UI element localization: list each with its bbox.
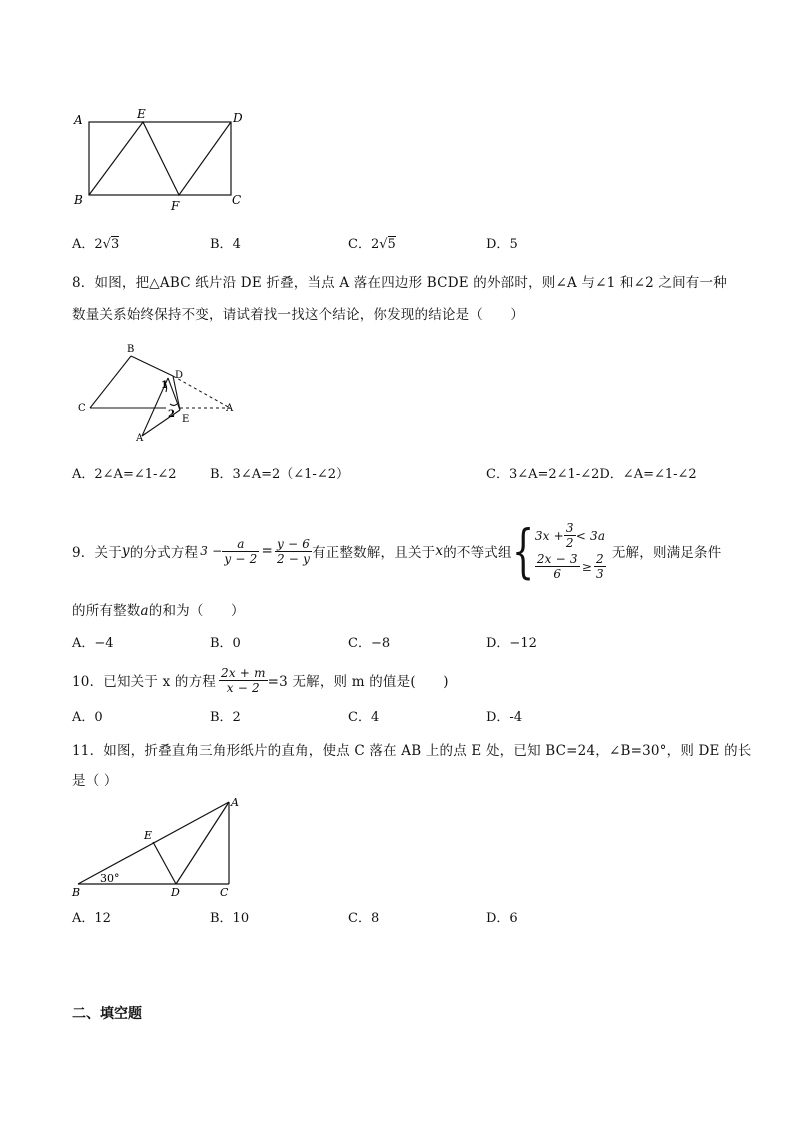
q9-stem-line2: 的所有整数a的和为（ ） <box>72 603 245 619</box>
label-d: D <box>171 886 180 899</box>
label-a-prime: A′ <box>136 433 146 444</box>
label-e: E <box>182 414 190 425</box>
label-a: A <box>226 403 234 414</box>
label-c: C <box>220 886 229 899</box>
label-c: C <box>232 193 242 207</box>
label-d: D <box>233 111 243 125</box>
q8-option-b[interactable]: B．3∠A=2（∠1-∠2） <box>210 467 349 482</box>
q7-option-d[interactable]: D．5 <box>486 237 518 252</box>
q9-fraction-2: $\frac{y - 6}{2 - y}$ <box>276 536 311 566</box>
q11-option-b[interactable]: B．10 <box>210 911 250 926</box>
q10-option-b[interactable]: B．2 <box>210 710 241 725</box>
q9-option-c[interactable]: C．−8 <box>348 636 391 651</box>
q10-fraction: $\frac{2x + m}{x - 2}$ <box>220 665 266 695</box>
q11-stem-line1: 11．如图，折叠直角三角形纸片的直角，使点 C 落在 AB 上的点 E 处，已知 BC=24，∠B=30°，则 DE 的长 <box>72 743 752 759</box>
q7-option-b[interactable]: B．4 <box>210 237 241 252</box>
q11-figure <box>68 792 258 902</box>
q8-stem-line2: 数量关系始终保持不变，请试着找一找这个结论，你发现的结论是（ ） <box>72 307 525 323</box>
q11-option-d[interactable]: D．6 <box>486 911 518 926</box>
q9-inequality-system: 3x + $\frac{3}{2}$ < 3a $\frac{2x - 3}{6}$ ≥ $\frac{2}{3}$ <box>534 521 606 581</box>
label-b: B <box>127 344 135 355</box>
label-c: C <box>78 403 86 414</box>
label-angle-2: 2 <box>168 409 175 420</box>
q10-option-d[interactable]: D．-4 <box>486 710 523 725</box>
label-angle-30: 30° <box>100 872 120 885</box>
q8-stem-line1: 8．如图，把△ABC 纸片沿 DE 折叠，当点 A 落在四边形 BCDE 的外部时，则∠A 与∠1 和∠2 之间有一种 <box>72 275 727 291</box>
sqrt-symbol: √ <box>102 237 111 252</box>
q11-option-c[interactable]: C．8 <box>348 911 380 926</box>
q10-option-c[interactable]: C．4 <box>348 710 380 725</box>
brace-symbol: { <box>511 517 534 585</box>
sqrt-symbol: √ <box>379 237 388 252</box>
rectangle-abcd <box>89 122 231 195</box>
label-a: A <box>74 113 83 127</box>
q9-option-d[interactable]: D．−12 <box>486 636 537 651</box>
q10-stem: 10．已知关于 x 的方程 $\frac{2x + m}{x - 2}$ =3 无解，则 m 的值是( ) <box>72 665 449 695</box>
zigzag-lines <box>89 122 231 195</box>
section-heading: 二、填空题 <box>72 1006 142 1022</box>
q11-stem-line2: 是（ ） <box>72 773 118 789</box>
q7-option-a[interactable]: A．2√3 <box>72 237 120 252</box>
label-angle-1: 1 <box>161 380 168 391</box>
q10-option-a[interactable]: A．0 <box>72 710 103 725</box>
q8-figure <box>70 340 250 445</box>
q9-stem-line1: 9．关于 y 的分式方程 3 − $\frac{a}{y - 2}$ = $\frac{y - 6}{2 - y}$ 有正整数解，且关于 x 的不等式组 { 3x + $\frac{3}{2}$ < 3a $\frac{2x - 3}{6}$ ≥ $\frac{2}{3}$ 无解，则满足条件 <box>72 517 722 585</box>
label-e: E <box>144 829 153 842</box>
q9-option-b[interactable]: B．0 <box>210 636 241 651</box>
label-a: A <box>231 796 239 809</box>
q8-option-a[interactable]: A．2∠A=∠1-∠2 <box>72 467 177 482</box>
label-e: E <box>137 107 146 121</box>
label-b: B <box>72 886 81 899</box>
q7-option-c[interactable]: C．2√5 <box>348 237 396 252</box>
q9-fraction-1: $\frac{a}{y - 2}$ <box>224 536 258 566</box>
label-f: F <box>171 199 180 213</box>
q9-option-a[interactable]: A．−4 <box>72 636 114 651</box>
q7-figure <box>68 104 258 214</box>
label-b: B <box>74 193 83 207</box>
label-d: D <box>175 370 184 381</box>
q11-option-a[interactable]: A．12 <box>72 911 111 926</box>
q8-option-cd[interactable]: C．3∠A=2∠1-∠2D．∠A=∠1-∠2 <box>486 467 697 482</box>
